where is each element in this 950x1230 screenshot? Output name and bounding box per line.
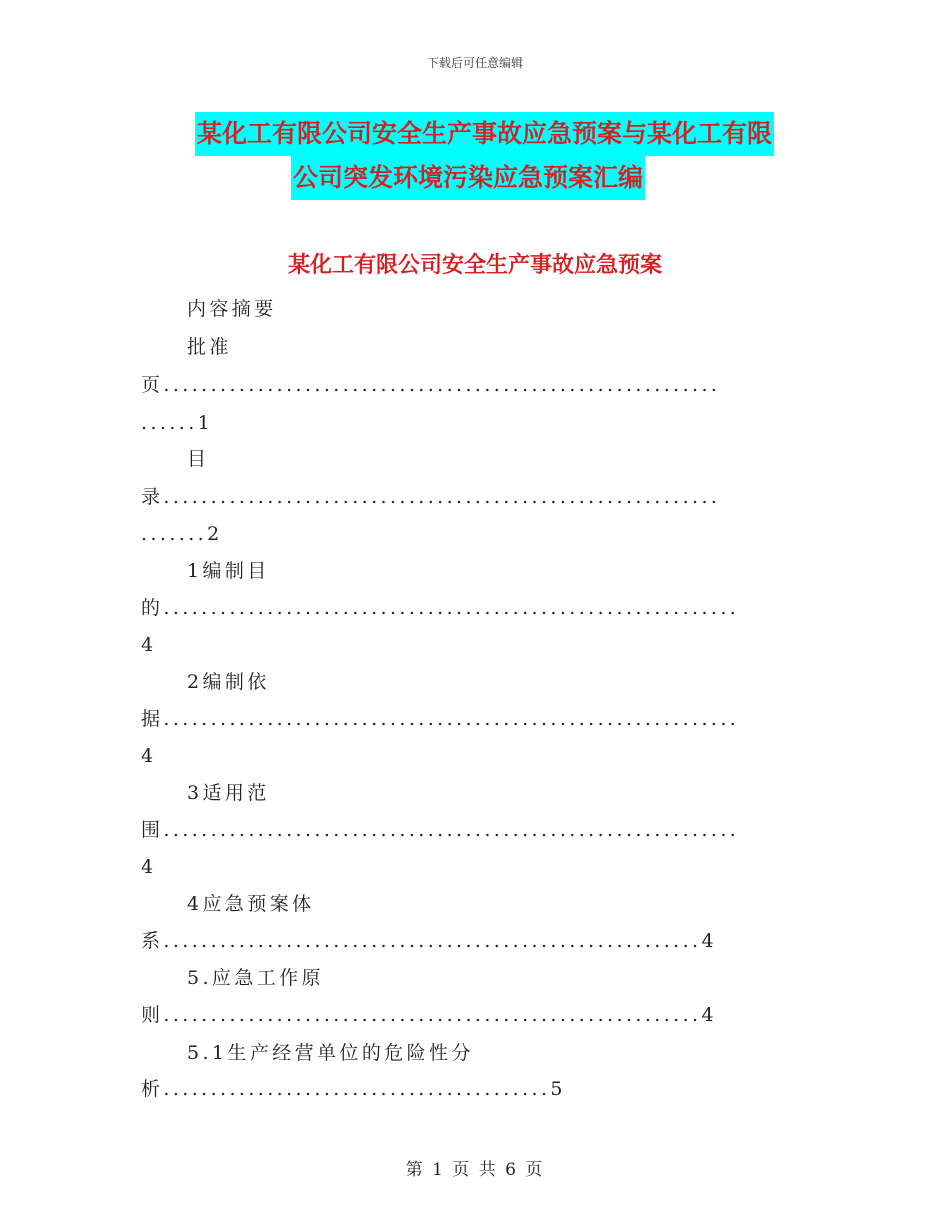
document-title-line-2: 公司突发环境污染应急预案汇编 (291, 156, 645, 200)
page-footer: 第 1 页 共 6 页 (405, 1160, 545, 1180)
toc-system-leader: 系.........................................................4 (141, 930, 717, 952)
toc-approval-page: ......1 (141, 412, 214, 434)
toc-contents-leader: 录........................................................... (141, 486, 721, 508)
header-note: 下载后可任意编辑 (426, 56, 523, 70)
toc-approval-label: 批准 (187, 336, 232, 358)
toc-principle-leader: 则.........................................................4 (141, 1004, 717, 1026)
toc-contents-label: 目 (187, 448, 210, 470)
section-title: 某化工有限公司安全生产事故应急预案 (287, 252, 662, 278)
document-title-line-1: 某化工有限公司安全生产事故应急预案与某化工有限 (195, 112, 774, 156)
toc-contents-page: .......2 (141, 523, 223, 545)
toc-hazard-leader: 析.........................................5 (141, 1078, 566, 1100)
toc-basis-leader: 据............................................................. (141, 708, 740, 730)
toc-purpose-label: 1编制目 (187, 560, 270, 582)
toc-purpose-page: 4 (141, 634, 157, 656)
toc-system-label: 4应急预案体 (187, 893, 315, 915)
toc-principle-label: 5.应急工作原 (187, 967, 324, 989)
toc-scope-label: 3适用范 (187, 782, 270, 804)
toc-basis-page: 4 (141, 745, 157, 767)
toc-scope-page: 4 (141, 856, 157, 878)
toc-approval-leader: 页........................................................... (141, 374, 721, 396)
toc-purpose-leader: 的............................................................. (141, 597, 740, 619)
toc-basis-label: 2编制依 (187, 671, 270, 693)
toc-hazard-label: 5.1生产经营单位的危险性分 (187, 1042, 474, 1064)
toc-summary: 内容摘要 (187, 298, 277, 320)
toc-scope-leader: 围............................................................. (141, 819, 740, 841)
